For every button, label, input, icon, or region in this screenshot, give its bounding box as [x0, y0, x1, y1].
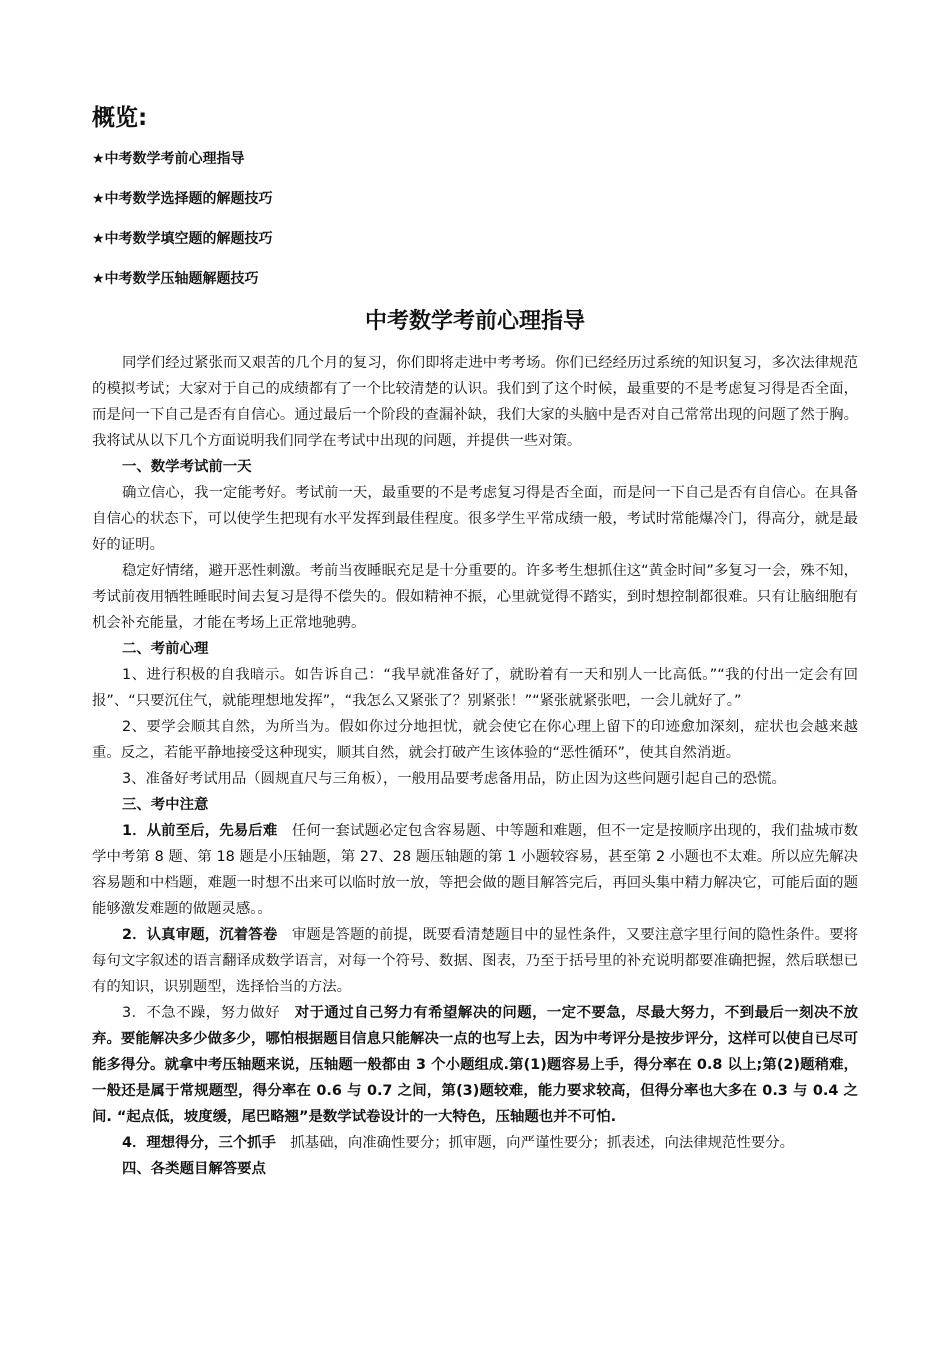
paragraph-text: 抓基础，向准确性要分；抓审题，向严谨性要分；抓表述，向法律规范性要分。 — [275, 1135, 794, 1151]
toc-item-psychology: ★中考数学考前心理指导 — [92, 151, 245, 167]
section-2-paragraph-2: 2、要学会顺其自然，为所当为。假如你过分地担忧，就会使它在你心理上留下的印迹愈加深刻，症状也会越来越重。反之，若能平静地接受这种现实，顺其自然，就会打破产生该体验的“恶性循环”，使其自然消逝。 — [92, 719, 858, 761]
section-heading-3: 三、考中注意 — [122, 797, 209, 813]
section-3-paragraph-4 — [92, 1130, 858, 1156]
section-heading-1: 一、数学考试前一天 — [122, 459, 252, 475]
toc-item-final-problem: ★中考数学压轴题解题技巧 — [92, 271, 259, 287]
paragraph-lead: 2．认真审题，沉着答卷 — [122, 927, 278, 943]
document-body — [92, 350, 858, 1182]
overview-title: 概览: — [92, 105, 148, 131]
section-2-paragraph-1: 1、进行积极的自我暗示。如告诉自己：“我早就准备好了，就盼着有一天和别人一比高低。”“我的付出一定会有回报”、“只要沉住气，就能理想地发挥”，“我怎么又紧张了？别紧张！”“紧张就紧张吧，一会儿就好了。” — [92, 667, 858, 709]
section-3-paragraph-3 — [92, 1000, 858, 1130]
intro-paragraph: 同学们经过紧张而又艰苦的几个月的复习，你们即将走进中考考场。你们已经经历过系统的知识复习，多次法律规范的模拟考试；大家对于自己的成绩都有了一个比较清楚的认识。我们到了这个时候，最重要的不是考虑复习得是否全面，而是问一下自己是否有自信心。通过最后一个阶段的查漏补缺，我们大家的头脑中是否对自己常常出现的问题了然于胸。我将试从以下几个方面说明我们同学在考试中出现的问题，并提供一些对策。 — [92, 355, 858, 449]
paragraph-text: 对于通过自己努力有希望解决的问题，一定不要急，尽最大努力，不到最后一刻决不放弃。要能解决多少做多少，哪怕根据题目信息只能解决一点的也写上去，因为中考评分是按步评分，这样可以使自已尽可能多得分。就拿中考压轴题来说，压轴题一般都由 3 个小题组成.第(1)题容易上手，得分率在 0.8 以上;第(2)题稍难，一般还是属于常规题型，得分率在 0.6 与 0.7 之间，第(3)题较难，能力要求较高，但得分率也大多在 0.3 与 0.4 之间. “起点低，坡度缓，尾巴略翘”是数学试卷设计的一大特色，压轴题也并不可怕. — [92, 1005, 858, 1125]
paragraph-lead: 3．不急不躁，努力做好 — [122, 1005, 280, 1021]
paragraph-lead: 4．理想得分，三个抓手 — [122, 1135, 276, 1151]
section-heading-2: 二、考前心理 — [122, 641, 209, 657]
section-1-paragraph-1: 确立信心，我一定能考好。考试前一天，最重要的不是考虑复习得是否全面，而是问一下自己是否有自信心。在具备自信心的状态下，可以使学生把现有水平发挥到最佳程度。很多学生平常成绩一般，考试时常能爆冷门，得高分，就是最好的证明。 — [92, 485, 858, 553]
toc-item-choice: ★中考数学选择题的解题技巧 — [92, 191, 273, 207]
paragraph-lead: 1．从前至后，先易后难 — [122, 823, 278, 839]
toc-item-fill-blank: ★中考数学填空题的解题技巧 — [92, 231, 273, 247]
section-1-paragraph-2: 稳定好情绪，避开恶性刺激。考前当夜睡眠充足是十分重要的。许多考生想抓住这“黄金时间”多复习一会，殊不知，考试前夜用牺牲睡眠时间去复习是得不偿失的。假如精神不振，心里就觉得不踏实，到时想控制都很难。只有让脑细胞有机会补充能量，才能在考场上正常地驰骋。 — [92, 563, 858, 631]
section-2-paragraph-3: 3、准备好考试用品（圆规直尺与三角板），一般用品要考虑备用品，防止因为这些问题引起自己的恐慌。 — [122, 771, 786, 787]
paragraph-text: 任何一套试题必定包含容易题、中等题和难题，但不一定是按顺序出现的，我们盐城市数学中考第 8 题、第 18 题是小压轴题，第 27、28 题压轴题的第 1 小题较容易，甚至第 2 小题也不太难。所以应先解决容易题和中档题，难题一时想不出来可以临时放一放，等把会做的题目解答完后，再回头集中精力解决它，可能后面的题能够激发难题的做题灵感。。 — [92, 823, 858, 917]
section-heading-4: 四、各类题目解答要点 — [122, 1161, 266, 1177]
document-title: 中考数学考前心理指导 — [364, 309, 585, 334]
section-3-paragraph-2 — [92, 922, 858, 1000]
section-3-paragraph-1 — [92, 818, 858, 922]
paragraph-text: 审题是答题的前提，既要看清楚题目中的显性条件，又要注意字里行间的隐性条件。要将每句文字叙述的语言翻译成数学语言，对每一个符号、数据、图表，乃至于括号里的补充说明都要准确把握，然后联想已有的知识，识别题型，选择恰当的方法。 — [92, 927, 858, 995]
